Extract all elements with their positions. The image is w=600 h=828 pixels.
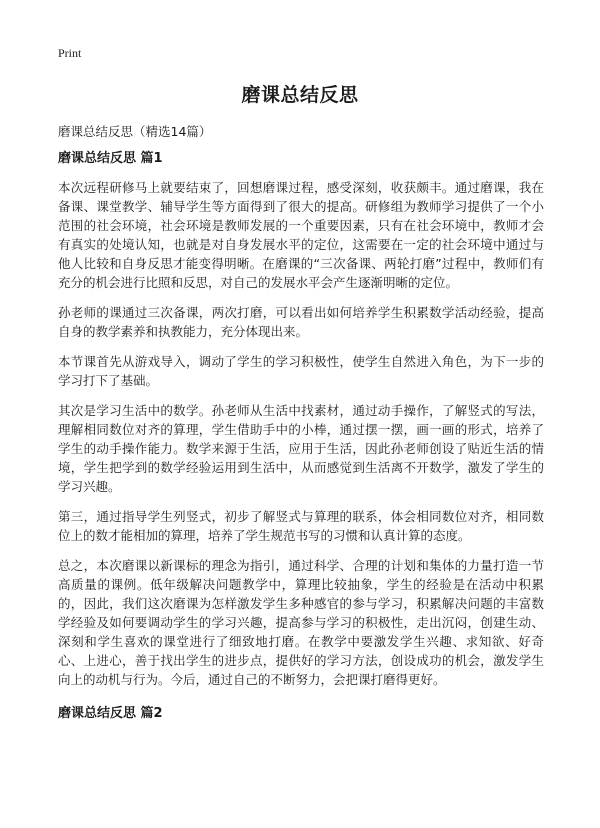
section-heading-1: 磨课总结反思 篇1	[58, 151, 163, 166]
paragraph: 第三，通过指导学生列竖式，初步了解竖式与算理的联系，体会相同数位对齐，相同数位上的数才能相加的算理，培养了学生规范书写的习惯和认真计算的态度。	[58, 509, 544, 543]
document-body	[58, 150, 544, 733]
paragraph: 孙老师的课通过三次备课，两次打磨，可以看出如何培养学生积累数学活动经验，提高自身的教学素养和执教能力，充分体现出来。	[58, 305, 544, 339]
print-link[interactable]: Print	[58, 46, 82, 60]
paragraph: 本节课首先从游戏导入，调动了学生的学习积极性，使学生自然进入角色，为下一步的学习打下了基础。	[58, 354, 544, 388]
section-heading-2: 磨课总结反思 篇2	[58, 706, 163, 721]
paragraph: 其次是学习生活中的数学。孙老师从生活中找素材，通过动手操作，了解竖式的写法，理解相同数位对齐的算理，学生借助手中的小棒，通过摆一摆，画一画的形式，培养了学生的动手操作能力。数学来源于生活，应用于生活，因此孙老师创设了贴近生活的情境，学生把学到的数学经验运用到生活中，从而感觉到生活离不开数学，激发了学生的学习兴趣。	[58, 403, 544, 494]
paragraph: 本次远程研修马上就要结束了，回想磨课过程，感受深刻，收获颇丰。通过磨课，我在备课、课堂教学、辅导学生等方面得到了很大的提高。研修组为教师学习提供了一个小范围的社会环境，社会环境是教师发展的一个重要因素，只有在社会环境中，教师才会有真实的处境认知，也就是对自身发展水平的定位，这需要在一定的社会环境中通过与他人比较和自身反思才能变得明晰。在磨课的“三次备课、两轮打磨”过程中，教师们有充分的机会进行比照和反思，对自己的发展水平会产生逐渐明晰的定位。	[58, 180, 544, 290]
page-title: 磨课总结反思	[241, 84, 359, 106]
paragraph: 总之，本次磨课以新课标的理念为指引，通过科学、合理的计划和集体的力量打造一节高质量的课例。低年级解决问题教学中，算理比较抽象，学生的经验是在活动中积累的，因此，我们这次磨课为怎样激发学生多种感官的参与学习，积累解决问题的丰富数学经验及如何要调动学生的学习兴趣，提高参与学习的积极性，走出沉闷，创建生动、深刻和学生喜欢的课堂进行了细致地打磨。在教学中要激发学生兴趣、求知欲、好奇心、上进心，善于找出学生的进步点，提供好的学习方法，创设成功的机会，激发学生向上的动机与行为。今后，通过自己的不断努力，会把课打磨得更好。	[58, 558, 544, 687]
document-subtitle: 磨课总结反思（精选14篇）	[58, 124, 212, 139]
